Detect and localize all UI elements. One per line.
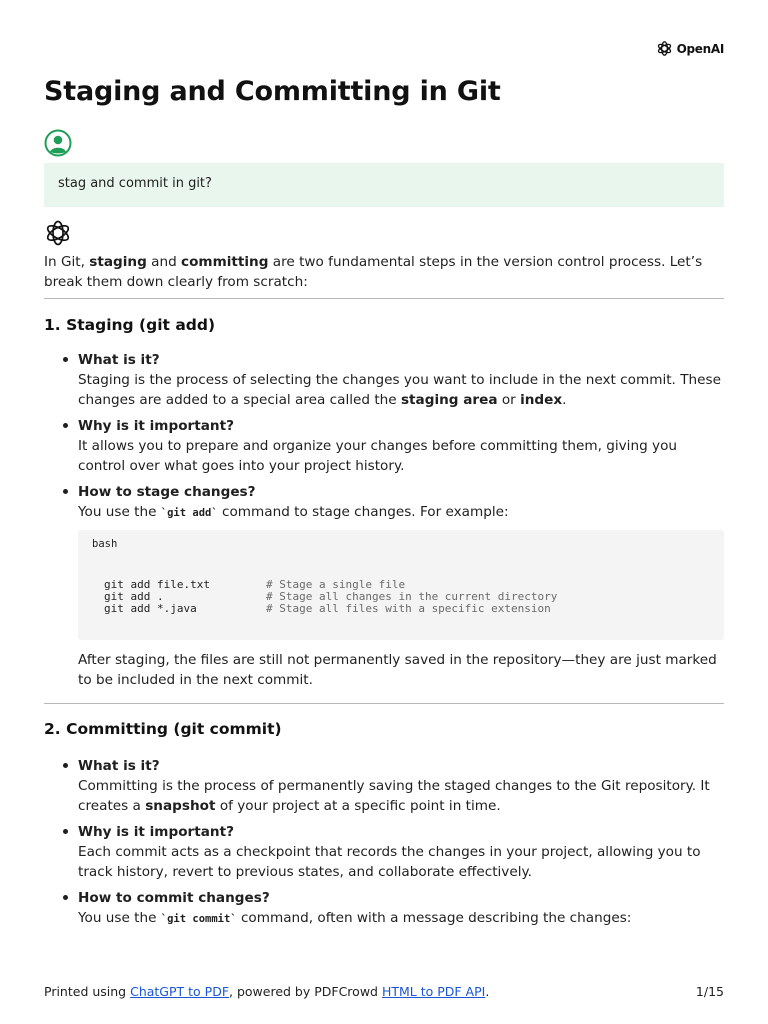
section-heading-committing: 2. Committing (git commit): [44, 720, 282, 738]
intro-bold-committing: committing: [181, 254, 269, 270]
code-comment: # Stage all changes in the current directory: [266, 590, 558, 603]
item-heading: Why is it important?: [78, 824, 234, 840]
item-body: [78, 776, 724, 816]
code-command: git add file.txt: [104, 578, 210, 591]
item-heading: What is it?: [78, 758, 160, 774]
list-item: [78, 822, 724, 882]
user-avatar-icon: [44, 129, 72, 157]
html-to-pdf-api-link[interactable]: HTML to PDF API: [381, 984, 486, 999]
divider: [44, 703, 724, 704]
code-language-label: bash: [92, 538, 118, 550]
brand-logo: [656, 40, 724, 57]
item-text: command, often with a message describing the changes:: [236, 910, 632, 926]
item-heading: Why is it important?: [78, 418, 234, 434]
item-text: command to stage changes. For example:: [217, 504, 509, 520]
intro-paragraph: [44, 252, 724, 292]
intro-bold-staging: staging: [89, 254, 147, 270]
intro-text: are two fundamental steps in the version control process. Let’s break them down clearly from scratch:: [44, 254, 703, 290]
openai-logo-icon: [656, 40, 673, 57]
brand-name: OpenAI: [676, 41, 724, 56]
item-body: [78, 502, 724, 523]
item-bold: snapshot: [145, 798, 216, 814]
item-text: You use the: [78, 910, 161, 926]
page-number: 1/15: [695, 984, 724, 999]
bullet-icon: [63, 423, 68, 428]
code-block[interactable]: [78, 530, 724, 640]
user-prompt-text: stag and commit in git?: [58, 176, 212, 191]
list-item: [78, 350, 724, 410]
user-prompt-box: [44, 163, 724, 207]
inline-code: `git add`: [160, 507, 218, 519]
item-body: [78, 370, 724, 410]
divider: [44, 298, 724, 299]
item-text: .: [562, 392, 567, 408]
item-body: Each commit acts as a checkpoint that records the changes in your project, allowing you to track history, revert to previous states, and collaborate effectively.: [78, 844, 701, 880]
chatgpt-to-pdf-link[interactable]: ChatGPT to PDF: [130, 984, 230, 999]
chatgpt-icon: [44, 219, 72, 247]
list-item: [78, 482, 724, 523]
intro-text: and: [146, 254, 182, 270]
list-item: [78, 416, 724, 476]
item-heading: How to stage changes?: [78, 484, 256, 500]
item-body: [78, 908, 724, 929]
page: [44, 0, 724, 1024]
code-command: git add .: [104, 590, 164, 603]
item-text: You use the: [78, 504, 161, 520]
item-text: of your project at a specific point in time.: [215, 798, 501, 814]
code-command: git add *.java: [104, 602, 197, 615]
footer-text: , powered by PDFCrowd: [229, 984, 382, 999]
bullet-icon: [63, 489, 68, 494]
list-item: [78, 756, 724, 816]
after-staging-paragraph: After staging, the files are still not permanently saved in the repository—they are just marked to be included in the next commit.: [78, 652, 717, 688]
footer-text: .: [485, 984, 490, 999]
page-title: Staging and Committing in Git: [44, 76, 501, 107]
footer: [44, 984, 724, 999]
bullet-icon: [63, 357, 68, 362]
bullet-icon: [63, 763, 68, 768]
item-heading: How to commit changes?: [78, 890, 270, 906]
intro-text: In Git,: [44, 254, 90, 270]
bullet-icon: [63, 895, 68, 900]
bullet-icon: [63, 829, 68, 834]
staging-list: [78, 350, 724, 529]
list-item: [78, 888, 724, 929]
item-body: It allows you to prepare and organize your changes before committing them, giving you control over what goes into your project history.: [78, 438, 678, 474]
section-heading-staging: 1. Staging (git add): [44, 316, 216, 334]
item-text: Staging is the process of selecting the changes you want to include in the next commit. These changes are added to a special area called the: [78, 372, 721, 408]
item-text: or: [497, 392, 521, 408]
item-heading: What is it?: [78, 352, 160, 368]
committing-list: [78, 756, 724, 935]
inline-code: `git commit`: [160, 913, 237, 925]
code-comment: # Stage a single file: [266, 578, 406, 591]
code-comment: # Stage all files with a specific extension: [266, 602, 551, 615]
item-bold: index: [520, 392, 563, 408]
item-text: Committing is the process of permanently saving the staged changes to the Git repository. It creates a: [78, 778, 710, 814]
footer-text: Printed using: [44, 984, 131, 999]
item-bold: staging area: [400, 392, 498, 408]
